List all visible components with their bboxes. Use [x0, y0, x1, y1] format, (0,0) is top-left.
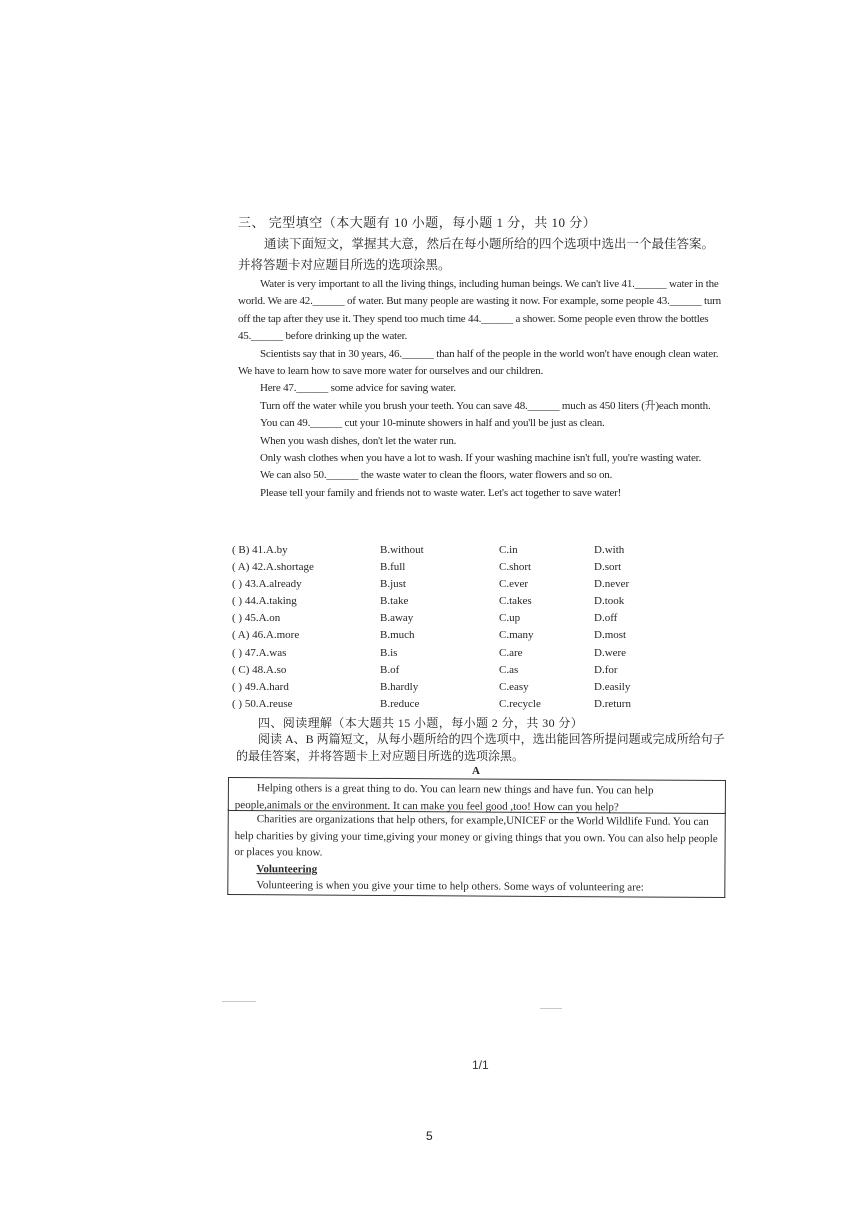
option-b: B.without — [380, 544, 424, 556]
question-option-a: ( A) 46.A.more — [232, 629, 300, 642]
question-option-a: ( ) 47.A.was — [232, 646, 287, 659]
option-b: B.hardly — [380, 680, 419, 693]
passage-paragraph: You can 49.______ cut your 10-minute showers in half and you'll be just as clean. — [260, 417, 605, 430]
question-option-a: ( ) 49.A.hard — [232, 680, 289, 693]
option-c: C.up — [499, 612, 521, 625]
option-row — [232, 698, 652, 715]
question-option-a: ( ) 44.A.taking — [232, 595, 297, 608]
section-3-title: 三、 完型填空（本大题有 10 小题，每小题 1 分，共 10 分） — [238, 215, 597, 230]
option-row — [232, 561, 652, 578]
passage-paragraph: When you wash dishes, don't let the water run. — [260, 434, 457, 447]
option-row — [232, 578, 652, 595]
option-row — [232, 681, 652, 698]
section-3-instruction: 通读下面短文，掌握其大意，然后在每小题所给的四个选项中选出一个最佳答案。并将答题卡对应题目所选的选项涂黑。 — [238, 237, 715, 272]
question-option-a: ( B) 41.A.by — [232, 544, 288, 556]
volunteering-heading: Volunteering — [256, 862, 318, 876]
reading-passage-a — [227, 777, 726, 898]
passage-paragraph: Scientists say that in 30 years, 46.______ than half of the people in the world won't have enough clean water. We have to learn how to save more water for ourselves and our children. — [238, 347, 719, 378]
option-c: C.ever — [499, 578, 529, 591]
option-b: B.full — [380, 561, 406, 574]
option-b: B.of — [380, 663, 400, 676]
passage-paragraph: Only wash clothes when you have a lot to wash. If your washing machine isn't full, you're wasting water. — [260, 452, 702, 465]
question-option-a: ( ) 45.A.on — [232, 612, 281, 625]
question-option-a: ( A) 42.A.shortage — [232, 561, 314, 574]
option-c: C.are — [499, 646, 523, 659]
scan-artifact-line — [540, 1008, 562, 1009]
option-d: D.with — [594, 544, 625, 556]
option-row — [232, 612, 652, 629]
option-d: D.return — [594, 697, 631, 710]
option-row — [232, 664, 652, 681]
option-row — [232, 629, 652, 646]
volunteering-text: Volunteering is when you give your time to help others. Some ways of volunteering are: — [256, 879, 644, 894]
section-4-title: 四、阅读理解（本大题共 15 小题，每小题 2 分，共 30 分） — [258, 716, 584, 730]
question-option-a: ( ) 43.A.already — [232, 578, 302, 591]
option-b: B.away — [380, 612, 414, 625]
option-d: D.were — [594, 646, 627, 659]
option-d: D.sort — [594, 561, 622, 574]
scan-artifact-line — [222, 1001, 256, 1002]
option-b: B.is — [380, 646, 398, 659]
option-row — [232, 595, 652, 612]
passage-paragraph: We can also 50.______ the waste water to clean the floors, water flowers and so on. — [260, 469, 613, 482]
intro-text: Helping others is a great thing to do. You can learn new things and have fun. You can help people,animals or the environment. It can make you feel good ,too! How can you help? — [234, 782, 654, 813]
option-c: C.short — [499, 561, 532, 574]
passage-paragraph: Please tell your family and friends not to waste water. Let's act together to save water! — [260, 486, 622, 499]
question-option-a: ( C) 48.A.so — [232, 663, 287, 676]
section-4-instruction: 阅读 A、B 两篇短文，从每小题所给的四个选项中，选出能回答所提问题或完成所给句子的最佳答案，并将答题卡上对应题目所选的选项涂黑。 — [236, 732, 725, 763]
option-c: C.takes — [499, 595, 532, 608]
option-d: D.never — [594, 578, 630, 591]
option-d: D.most — [594, 629, 627, 642]
option-d: D.easily — [594, 680, 631, 693]
passage-paragraph: Here 47.______ some advice for saving water. — [260, 382, 456, 395]
option-c: C.in — [499, 544, 518, 556]
cloze-passage — [238, 276, 724, 502]
option-d: D.for — [594, 663, 618, 676]
passage-a-label: A — [472, 765, 480, 777]
option-c: C.as — [499, 663, 519, 676]
option-d: D.off — [594, 612, 618, 625]
option-c: C.recycle — [499, 697, 541, 710]
option-b: B.take — [380, 595, 409, 608]
charities-text: Charities are organizations that help others, for example,UNICEF or the World Wildlife Fund. You can help charities by giving your time,giving your money or giving things that you own. You can also help people or places you know. — [234, 813, 718, 859]
charities-box — [227, 809, 726, 898]
option-row — [232, 647, 652, 664]
answer-options-list — [232, 544, 652, 715]
option-row — [232, 544, 652, 561]
question-option-a: ( ) 50.A.reuse — [232, 697, 293, 710]
option-b: B.just — [380, 578, 406, 591]
passage-paragraph: Water is very important to all the living things, including human beings. We can't live 41.______ water in the world. We are 42.______ of water. But many people are wasting it now. For example, some people 43.______ turn off the tap after they use it. They spend too much time 44.______ a shower. Some people even throw the bottles 45.______ before drinking up the water. — [238, 278, 721, 343]
passage-paragraph: Turn off the water while you brush your teeth. You can save 48.______ much as 450 liters (升)each month. — [260, 399, 711, 412]
option-b: B.much — [380, 629, 415, 642]
option-d: D.took — [594, 595, 625, 608]
option-c: C.easy — [499, 680, 529, 693]
scan-page-indicator: 1/1 — [472, 1058, 489, 1072]
option-b: B.reduce — [380, 697, 420, 710]
page-number: 5 — [426, 1129, 433, 1143]
option-c: C.many — [499, 629, 534, 642]
